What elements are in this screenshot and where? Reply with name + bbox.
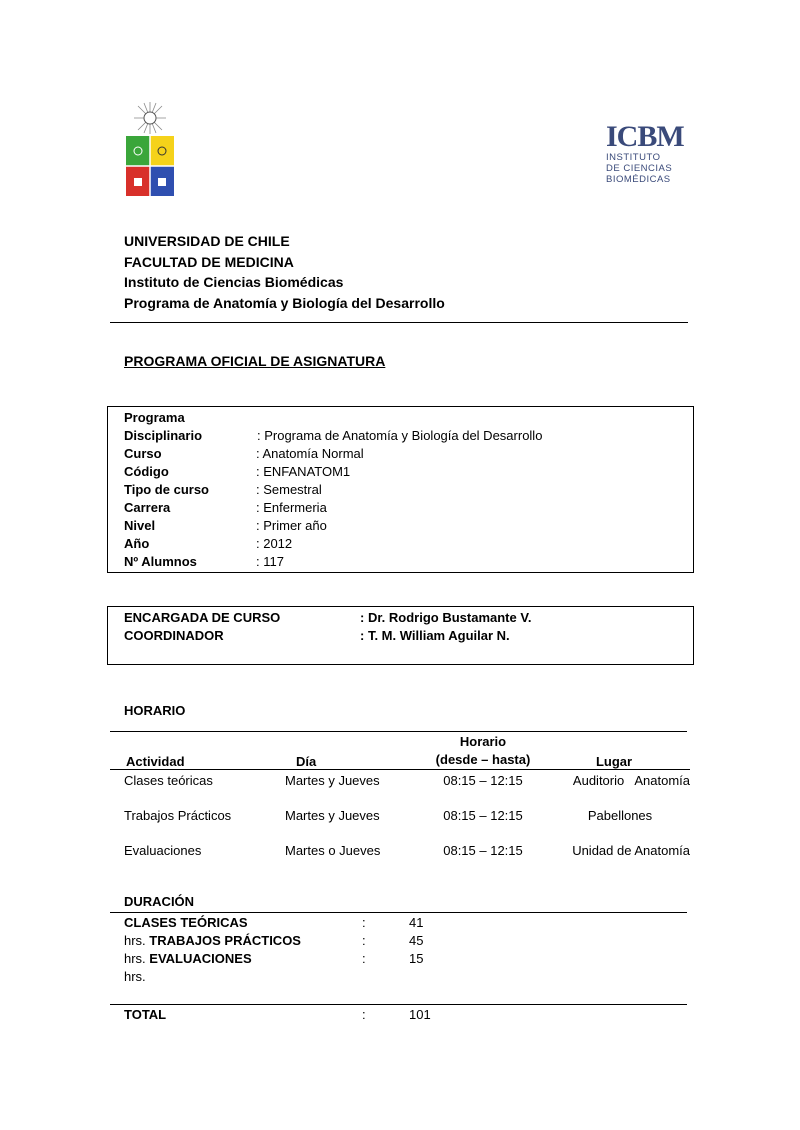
col-horario-top: Horario xyxy=(459,734,507,749)
cell-dia: Martes y Jueves xyxy=(285,808,380,823)
horario-header-row xyxy=(110,733,690,770)
info-label-programa: Programa xyxy=(124,410,185,425)
staff-label: COORDINADOR xyxy=(124,628,224,643)
info-label: Carrera xyxy=(124,500,171,515)
icbm-logo-line-2: DE CIENCIAS xyxy=(606,163,673,174)
duracion-heading: DURACIÓN xyxy=(124,894,195,909)
icbm-logo-line-3: BIOMÉDICAS xyxy=(606,174,671,185)
cell-lugar: Auditorio Anatomía xyxy=(572,773,690,788)
duracion-total-value: 101 xyxy=(409,1007,431,1022)
duracion-label: hrs. EVALUACIONES xyxy=(124,951,252,966)
info-value: : 117 xyxy=(256,554,284,569)
cell-dia: Martes o Jueves xyxy=(285,843,381,858)
table-row xyxy=(110,770,690,809)
duracion-trailing xyxy=(124,968,684,986)
cell-actividad: Evaluaciones xyxy=(124,843,202,858)
institution-line-2: FACULTAD DE MEDICINA xyxy=(124,253,294,270)
cell-horario: 08:15 – 12:15 xyxy=(443,773,523,788)
cell-horario: 08:15 – 12:15 xyxy=(443,808,523,823)
cell-dia: Martes y Jueves xyxy=(285,773,380,788)
duracion-value: 45 xyxy=(409,933,424,948)
duracion-colon: : xyxy=(362,933,366,948)
staff-label: ENCARGADA DE CURSO xyxy=(124,610,281,625)
cell-lugar: Unidad de Anatomía xyxy=(572,843,690,858)
duracion-label: CLASES TEÓRICAS xyxy=(124,915,248,930)
duracion-top-divider xyxy=(110,912,687,913)
info-label: Año xyxy=(124,536,150,551)
duracion-trailing-text: hrs. xyxy=(124,969,146,984)
cell-horario: 08:15 – 12:15 xyxy=(443,843,523,858)
cell-lugar: Pabellones xyxy=(587,808,653,823)
duracion-row xyxy=(124,932,684,950)
cell-actividad: Trabajos Prácticos xyxy=(124,808,232,823)
icbm-logo-mark: ICBM xyxy=(606,120,684,153)
col-horario xyxy=(428,733,538,770)
icbm-logo xyxy=(606,122,682,188)
university-logo xyxy=(122,100,178,200)
info-label: Tipo de curso xyxy=(124,482,209,497)
col-horario-bottom: (desde – hasta) xyxy=(435,752,531,767)
info-value: : Enfermeria xyxy=(256,500,327,515)
info-label-disciplinario: Disciplinario xyxy=(124,428,203,443)
horario-table xyxy=(110,733,690,878)
duracion-value: 41 xyxy=(409,915,424,930)
info-value: : Primer año xyxy=(256,518,327,533)
info-value: : Semestral xyxy=(256,482,322,497)
institution-line-3: Instituto de Ciencias Biomédicas xyxy=(124,274,344,290)
info-value: : 2012 xyxy=(256,536,293,551)
horario-top-divider xyxy=(110,731,687,732)
duracion-label: hrs. TRABAJOS PRÁCTICOS xyxy=(124,933,301,948)
duracion-total-divider xyxy=(110,1004,687,1005)
info-label: Código xyxy=(124,464,169,479)
table-row xyxy=(110,843,690,878)
col-lugar: Lugar xyxy=(595,754,633,769)
staff-value: : Dr. Rodrigo Bustamante V. xyxy=(360,610,532,625)
duracion-value: 15 xyxy=(409,951,424,966)
horario-heading: HORARIO xyxy=(124,703,186,718)
university-of-chile-crest-icon xyxy=(122,100,178,200)
col-actividad: Actividad xyxy=(126,754,185,769)
duracion-row xyxy=(124,950,684,968)
duracion-total-label: TOTAL xyxy=(124,1007,167,1022)
info-value: : ENFANATOM1 xyxy=(256,464,351,479)
institution-header xyxy=(124,231,445,313)
institution-line-1: UNIVERSIDAD DE CHILE xyxy=(124,233,290,249)
table-row xyxy=(110,808,690,843)
info-label: Nº Alumnos xyxy=(124,554,197,569)
info-label: Nivel xyxy=(124,518,156,533)
duracion-row xyxy=(124,914,684,932)
duracion-total-row xyxy=(124,1006,684,1024)
duracion-colon: : xyxy=(362,951,366,966)
staff-value: : T. M. William Aguilar N. xyxy=(360,628,510,643)
institution-line-4: Programa de Anatomía y Biología del Desarrollo xyxy=(124,294,445,311)
icbm-logo-line-1: INSTITUTO xyxy=(606,152,661,163)
header-divider xyxy=(110,322,688,323)
duracion-colon: : xyxy=(362,915,366,930)
info-value-programa: : Programa de Anatomía y Biología del Desarrollo xyxy=(257,428,543,443)
cell-actividad: Clases teóricas xyxy=(124,773,213,788)
col-dia: Día xyxy=(296,754,317,769)
duracion-total-colon: : xyxy=(362,1007,366,1022)
info-label: Curso xyxy=(124,446,162,461)
document-title: PROGRAMA OFICIAL DE ASIGNATURA xyxy=(124,353,386,369)
info-value: : Anatomía Normal xyxy=(256,446,364,461)
